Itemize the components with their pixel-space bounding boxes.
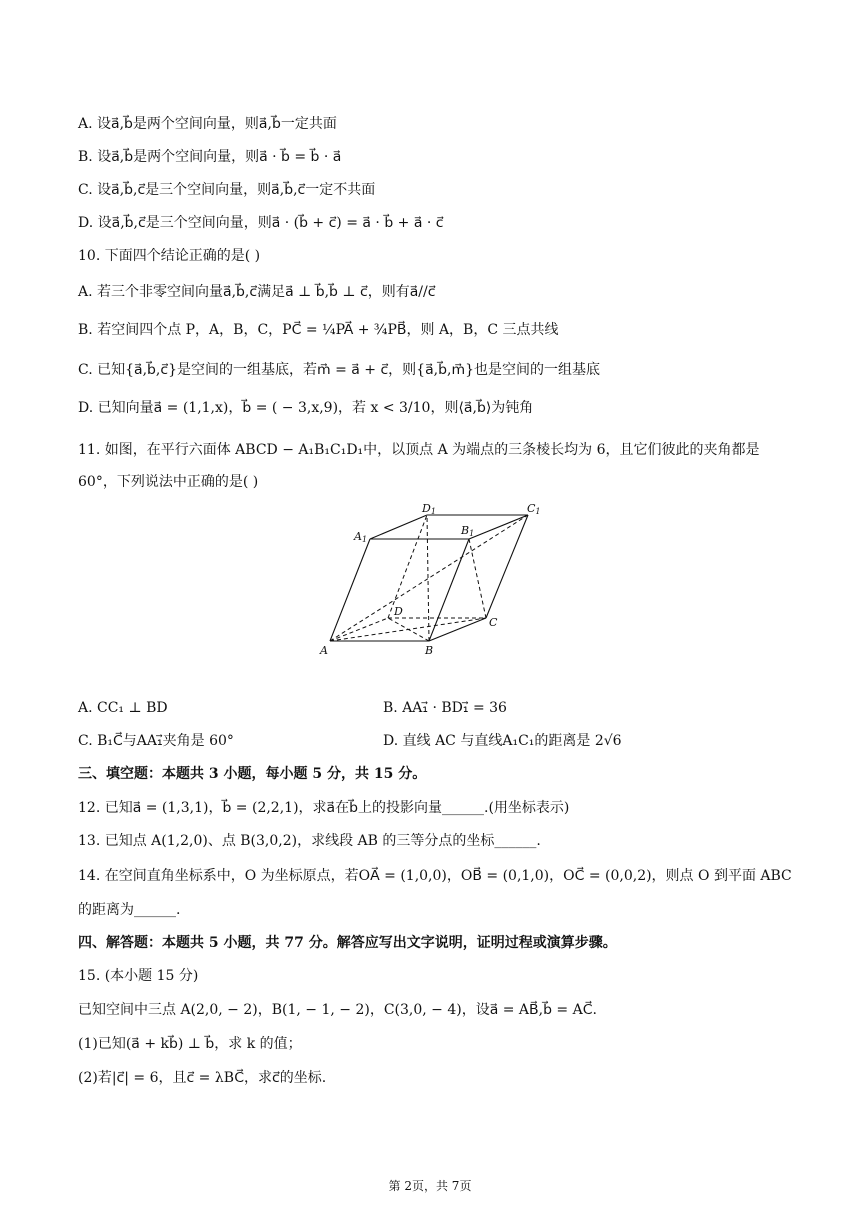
edge-D-D1 xyxy=(388,515,427,618)
text-line-2: C. 设a⃗,b⃗,c⃗是三个空间向量，则a⃗,b⃗,c⃗一定不共面 xyxy=(78,182,376,198)
text-line-0: A. 设a⃗,b⃗是两个空间向量，则a⃗,b⃗一定共面 xyxy=(78,116,337,132)
text-line-10: 60°，下列说法中正确的是( ) xyxy=(78,474,259,490)
label-C: C xyxy=(489,616,498,629)
text-line-16: 14. 在空间直角坐标系中，O 为坐标原点，若OA⃗ = (1,0,0)，OB⃗ = (0,1,0)，OC⃗ = (0,0,2)，则点 O 到平面 ABC xyxy=(78,868,792,884)
text-line-7: C. 已知{a⃗,b⃗,c⃗}是空间的一组基底，若m⃗ = a⃗ + c⃗，则{a⃗,b⃗,m⃗}也是空间的一组基底 xyxy=(78,362,600,378)
label-C1: C1 xyxy=(527,502,541,516)
text-line-21: (1)已知(a⃗ + kb⃗) ⊥ b⃗，求 k 的值； xyxy=(78,1036,302,1052)
text-line-15: 13. 已知点 A(1,2,0)、点 B(3,0,2)，求线段 AB 的三等分点的坐标______. xyxy=(78,833,541,849)
text-line-5: A. 若三个非零空间向量a⃗,b⃗,c⃗满足a⃗ ⊥ b⃗,b⃗ ⊥ c⃗，则有a⃗//c⃗ xyxy=(78,284,436,300)
label-A1: A1 xyxy=(354,530,368,544)
edge-C-C1 xyxy=(486,515,528,618)
text-line-6: B. 若空间四个点 P，A，B，C，PC⃗ = ¼PA⃗ + ¾PB⃗，则 A，B，C 三点共线 xyxy=(78,322,559,338)
text-line-8: D. 已知向量a⃗ = (1,1,x)，b⃗ = ( − 3,x,9)，若 x < 3/10，则⟨a⃗,b⃗⟩为钝角 xyxy=(78,400,534,416)
text-line-20: 已知空间中三点 A(2,0, − 2)，B(1, − 1, − 2)，C(3,0, − 4)，设a⃗ = AB⃗,b⃗ = AC⃗. xyxy=(78,1002,597,1018)
text-line-11: A. CC₁ ⊥ BD xyxy=(78,700,168,716)
text-line-18: 四、解答题：本题共 5 小题，共 77 分。解答应写出文字说明，证明过程或演算步骤。 xyxy=(78,935,617,951)
label-D1: D1 xyxy=(422,502,436,516)
diag-A-C xyxy=(330,618,486,641)
text-line-col2-1: D. 直线 AC 与直线A₁C₁的距离是 2√6 xyxy=(383,733,622,749)
edge-A1-D1 xyxy=(370,515,427,539)
text-line-17: 的距离为______. xyxy=(78,902,181,918)
page-footer: 第 2页，共 7页 xyxy=(388,1179,472,1193)
diag-B1-C xyxy=(469,539,486,618)
text-line-4: 10. 下面四个结论正确的是( ) xyxy=(78,248,261,264)
label-D: D xyxy=(394,605,403,618)
text-line-3: D. 设a⃗,b⃗,c⃗是三个空间向量，则a⃗ · (b⃗ + c⃗) = a⃗ · b⃗ + a⃗ · c⃗ xyxy=(78,215,444,231)
text-line-12: C. B₁C⃗与AA₁⃗夹角是 60° xyxy=(78,733,234,749)
edge-A-D xyxy=(330,618,388,641)
label-B1: B1 xyxy=(461,524,475,538)
diag-B-D1 xyxy=(427,515,429,641)
text-line-col2-0: B. AA₁⃗ · BD₁⃗ = 36 xyxy=(383,700,507,716)
edge-B-C xyxy=(429,618,486,641)
text-line-1: B. 设a⃗,b⃗是两个空间向量，则a⃗ · b⃗ = b⃗ · a⃗ xyxy=(78,149,342,165)
text-line-14: 12. 已知a⃗ = (1,3,1)，b⃗ = (2,2,1)，求a⃗在b⃗上的投影向量______.(用坐标表示) xyxy=(78,800,570,816)
text-line-22: (2)若|c⃗| = 6，且c⃗ = λBC⃗，求c⃗的坐标. xyxy=(78,1070,327,1086)
text-line-13: 三、填空题：本题共 3 小题，每小题 5 分，共 15 分。 xyxy=(78,766,427,782)
label-A: A xyxy=(320,644,328,657)
label-B: B xyxy=(425,644,434,657)
text-line-19: 15. (本小题 15 分) xyxy=(78,968,199,984)
text-line-9: 11. 如图，在平行六面体 ABCD − A₁B₁C₁D₁中，以顶点 A 为端点的三条棱长均为 6，且它们彼此的夹角都是 xyxy=(78,442,760,458)
edge-A-A1 xyxy=(330,539,370,641)
parallelepiped-figure xyxy=(316,498,546,664)
